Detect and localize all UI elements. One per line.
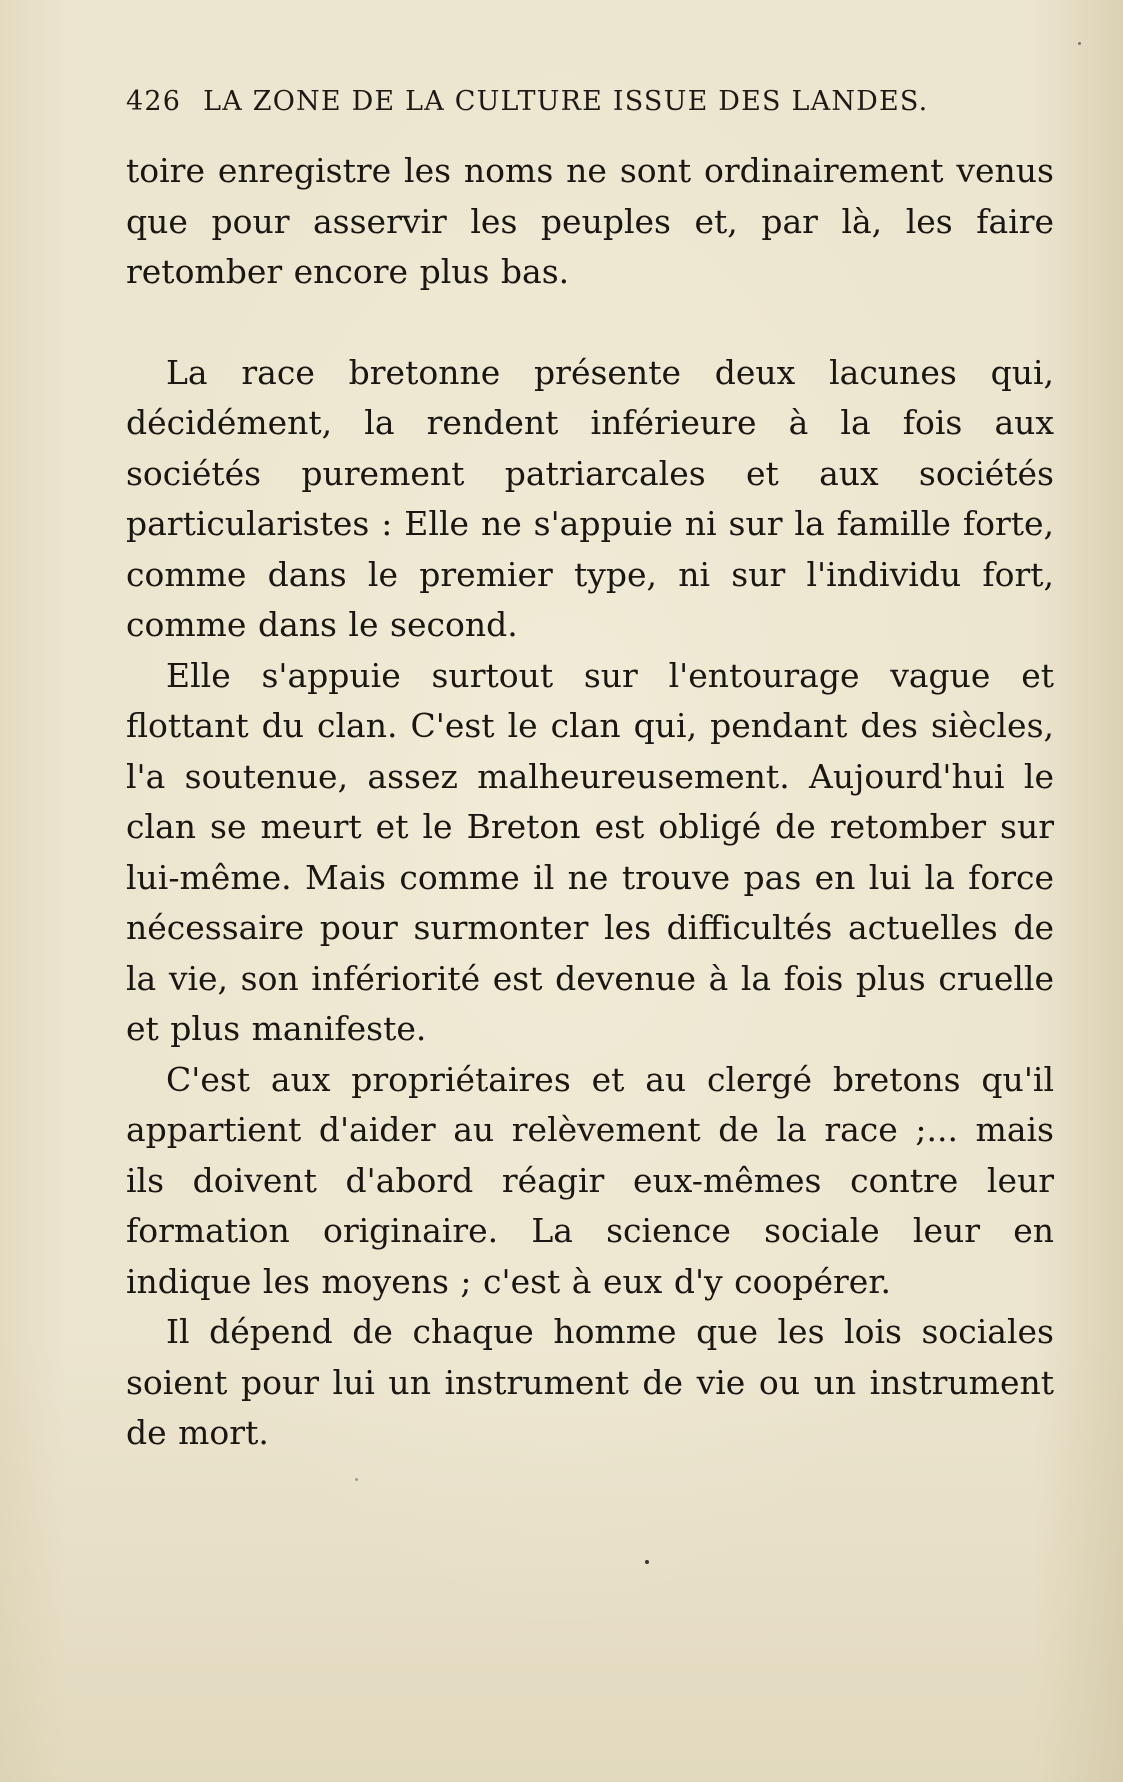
paragraph: Elle s'appuie surtout sur l'entourage vague et flottant du clan. C'est le clan qui, pendant des siècles, l'a soutenue, assez malheureusement. Aujourd'hui le clan se meurt et le Breton est obligé de retomber sur lui-même. Mais comme il ne trouve pas en lui la force nécessaire pour surmonter les difficultés actuelles de la vie, son infériorité est devenue à la fois plus cruelle et plus manifeste. [126, 655, 1054, 1048]
running-header [126, 86, 986, 117]
paragraph: C'est aux propriétaires et au clergé bretons qu'il appartient d'aider au relèvement de la race ;... mais ils doivent d'abord réagir eux-mêmes contre leur formation originaire. La science sociale leur en indique les moyens ; c'est à eux d'y coopérer. [126, 1059, 1054, 1301]
paragraph-continued: toire enregistre les noms ne sont ordinairement venus que pour asservir les peuples et, par là, les faire retomber encore plus bas. [126, 151, 1054, 291]
running-title: LA ZONE DE LA CULTURE ISSUE DES LANDES. [203, 86, 929, 117]
paper-speck [1078, 42, 1081, 45]
paragraph: Il dépend de chaque homme que les lois sociales soient pour lui un instrument de vie ou un instrument de mort. [126, 1312, 1054, 1452]
body-text [126, 146, 1054, 1459]
paper-speck [355, 1478, 358, 1481]
paper-speck [645, 1560, 649, 1564]
page-number: 426 [126, 86, 182, 117]
paragraph: La race bretonne présente deux lacunes qui, décidément, la rendent inférieure à la fois aux sociétés purement patriarcales et aux sociétés particularistes : Elle ne s'appuie ni sur la famille forte, comme dans le premier type, ni sur l'individu fort, comme dans le second. [126, 352, 1054, 644]
